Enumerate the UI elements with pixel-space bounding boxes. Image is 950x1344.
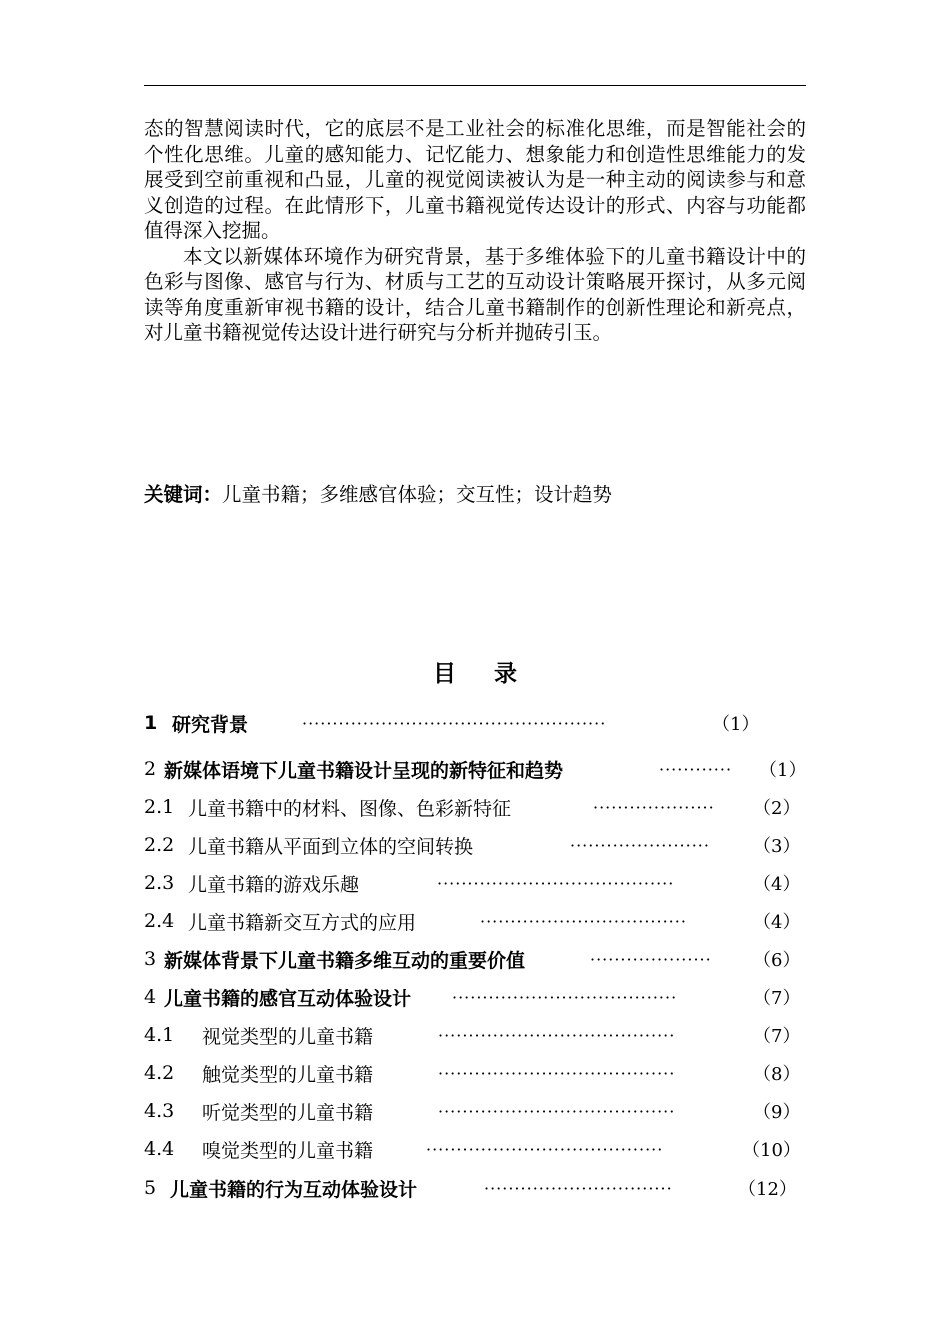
toc-entry[interactable] (144, 908, 800, 934)
toc-entry-label: 视觉类型的儿童书籍 (202, 1025, 374, 1048)
toc-entry[interactable] (144, 832, 800, 858)
toc-leader-dots: ······································· (438, 1101, 676, 1121)
toc-entry-page: （12） (738, 1179, 797, 1200)
toc-entry-number: 2.4 (144, 910, 175, 932)
keywords-line (144, 482, 806, 508)
toc-entry-label: 儿童书籍新交互方式的应用 (188, 911, 417, 934)
toc-leader-dots: ······································· (426, 1139, 664, 1159)
toc-entry-page: （3） (753, 836, 801, 857)
toc-leader-dots: ···················· (590, 949, 712, 969)
toc-entry-label: 嗅觉类型的儿童书籍 (202, 1139, 374, 1162)
abstract-body (144, 116, 806, 346)
toc-entry-page: （1） (759, 760, 807, 781)
toc-entry-number: 4.1 (144, 1024, 175, 1046)
toc-leader-dots: ·································· (480, 911, 687, 931)
toc-entry-page: （4） (753, 912, 801, 933)
toc-entry-number: 2.2 (144, 834, 175, 856)
toc-entry-label: 儿童书籍从平面到立体的空间转换 (188, 835, 474, 858)
toc-entry-number: 5 (144, 1177, 157, 1199)
header-rule (144, 85, 806, 86)
toc-leader-dots: ······································· (438, 1063, 676, 1083)
toc-entry-page: （1） (712, 714, 760, 735)
toc-entry-label: 新媒体语境下儿童书籍设计呈现的新特征和趋势 (164, 759, 564, 782)
toc-entry[interactable] (144, 1060, 800, 1086)
toc-entry-page: （9） (753, 1102, 801, 1123)
toc-entry[interactable] (144, 1136, 801, 1162)
toc-entry-number: 3 (144, 948, 157, 970)
toc-entry-number: 4.3 (144, 1100, 175, 1122)
toc-entry[interactable] (144, 794, 800, 820)
toc-entry-page: （6） (753, 950, 801, 971)
toc-leader-dots: ·················································· (302, 713, 607, 733)
toc-entry-label: 研究背景 (172, 713, 249, 736)
toc-leader-dots: ······················· (570, 835, 710, 855)
toc-entry-page: （4） (753, 874, 801, 895)
toc-entry-page: （2） (753, 798, 801, 819)
toc-entry-label: 儿童书籍中的材料、图像、色彩新特征 (188, 797, 512, 820)
toc-leader-dots: ······································· (438, 1025, 676, 1045)
toc-entry[interactable] (144, 984, 800, 1010)
keywords-text: 儿童书籍；多维感官体验；交互性；设计趋势 (222, 483, 613, 506)
toc-entry-number: 4.2 (144, 1062, 175, 1084)
toc-entry[interactable] (144, 946, 800, 972)
toc-title: 目录 (433, 661, 555, 687)
abstract-paragraph-2: 本文以新媒体环境作为研究背景，基于多维体验下的儿童书籍设计中的色彩与图像、感官与行为、材质与工艺的互动设计策略展开探讨，从多元阅读等角度重新审视书籍的设计，结合儿童书籍制作的创新性理论和新亮点，对儿童书籍视觉传达设计进行研究与分析并抛砖引玉。 (144, 244, 806, 344)
toc-entry[interactable] (144, 870, 800, 896)
toc-leader-dots: ······································· (437, 873, 675, 893)
toc-entry-page: （10） (742, 1140, 801, 1161)
toc-entry-number: 4 (144, 986, 157, 1008)
abstract-paragraph-1: 态的智慧阅读时代，它的底层不是工业社会的标准化思维，而是智能社会的个性化思维。儿童的感知能力、记忆能力、想象能力和创造性思维能力的发展受到空前重视和凸显，儿童的视觉阅读被认为是一种主动的阅读参与和意义创造的过程。在此情形下，儿童书籍视觉传达设计的形式、内容与功能都值得深入挖掘。 (144, 117, 806, 242)
toc-entry[interactable] (144, 710, 759, 736)
toc-entry-number: 1 (144, 712, 158, 734)
toc-entry[interactable] (144, 1098, 800, 1124)
toc-entry[interactable] (144, 1175, 797, 1201)
toc-leader-dots: ····································· (452, 987, 678, 1007)
toc-entry-number: 4.4 (144, 1138, 175, 1160)
toc-entry-label: 听觉类型的儿童书籍 (202, 1101, 374, 1124)
keywords-label: 关键词： (144, 483, 223, 506)
toc-entry-number: 2.1 (144, 796, 175, 818)
toc-entry-label: 儿童书籍的游戏乐趣 (188, 873, 360, 896)
toc-leader-dots: ···················· (593, 797, 715, 817)
toc-entry-number: 2.3 (144, 872, 175, 894)
toc-entry-label: 儿童书籍的感官互动体验设计 (164, 987, 412, 1010)
toc-entry-label: 儿童书籍的行为互动体验设计 (170, 1178, 418, 1201)
toc-entry-label: 触觉类型的儿童书籍 (202, 1063, 374, 1086)
toc-entry-page: （8） (753, 1064, 801, 1085)
toc-entry-page: （7） (753, 1026, 801, 1047)
toc-entry-page: （7） (753, 988, 801, 1009)
toc-entry-label: 新媒体背景下儿童书籍多维互动的重要价值 (164, 949, 526, 972)
toc-leader-dots: ············ (659, 759, 733, 779)
toc-entry[interactable] (144, 1022, 800, 1048)
toc-entry-number: 2 (144, 758, 157, 780)
toc-leader-dots: ······························· (484, 1178, 673, 1198)
toc-entry[interactable] (144, 756, 806, 782)
